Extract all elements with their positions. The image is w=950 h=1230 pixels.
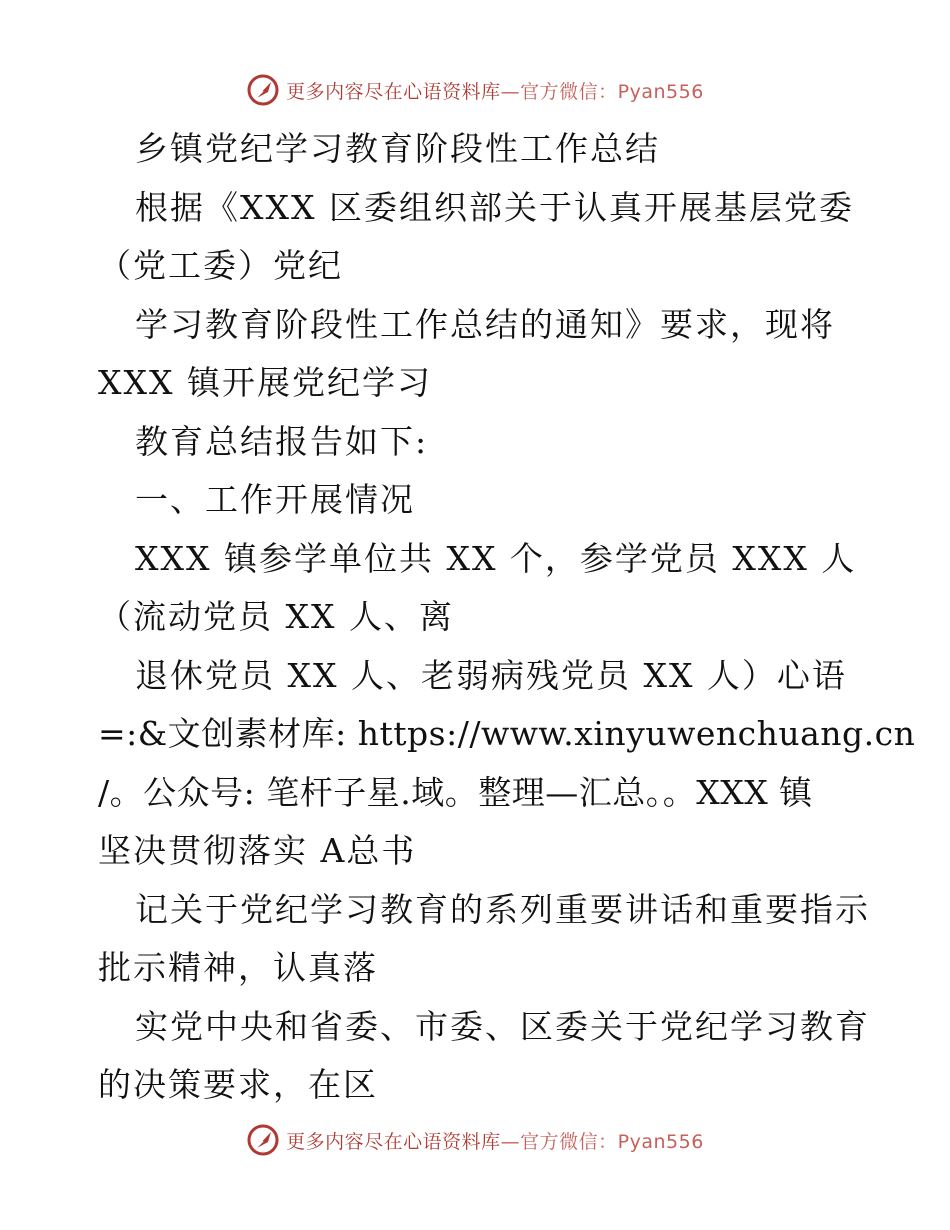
paragraph-line: =:&文创素材库: https://www.xinyuwenchuang.cn: [98, 714, 916, 753]
watermark-separator: —: [500, 80, 521, 103]
watermark-sub: 官方微信：Pyan556: [520, 1130, 704, 1153]
paragraph-line: XXX 镇开展党纪学习: [98, 363, 432, 402]
paragraph-line: （流动党员 XX 人、离: [98, 597, 454, 636]
paragraph-line: 记关于党纪学习教育的系列重要讲话和重要指示: [135, 889, 870, 929]
paragraph-line: 坚决贯彻落实 A总书: [98, 831, 417, 870]
paragraph-line: 批示精神，认真落: [98, 948, 378, 987]
paragraph-line: （党工委）党纪: [98, 246, 343, 285]
paragraph-line: 实党中央和省委、市委、区委关于党纪学习教育: [135, 1006, 870, 1046]
watermark-main: 更多内容尽在心语资料库: [286, 1130, 501, 1153]
paragraph-line: /。公众号: 笔杆子星.域。整理—汇总。。XXX 镇: [98, 772, 813, 812]
document-body: [98, 120, 916, 1115]
paragraph-line: 根据《XXX 区委组织部关于认真开展基层党委: [135, 187, 854, 227]
paragraph-line: 教育总结报告如下:: [135, 421, 429, 461]
feather-pen-icon: [246, 73, 280, 107]
header-watermark: [0, 70, 950, 110]
paragraph-line: 学习教育阶段性工作总结的通知》要求，现将: [135, 304, 835, 344]
paragraph-line: 退休党员 XX 人、老弱病残党员 XX 人）心语: [135, 655, 847, 695]
watermark-main: 更多内容尽在心语资料库: [286, 80, 501, 103]
paragraph-line: 的决策要求，在区: [98, 1065, 378, 1104]
paragraph-line: XXX 镇参学单位共 XX 个，参学党员 XXX 人: [135, 538, 857, 578]
feather-pen-icon: [246, 1123, 280, 1157]
document-title: 乡镇党纪学习教育阶段性工作总结: [135, 129, 660, 168]
watermark-text: [286, 77, 704, 104]
watermark-text: [286, 1127, 704, 1154]
watermark-sub: 官方微信：Pyan556: [520, 80, 704, 103]
section-heading: 一、工作开展情况: [135, 480, 415, 519]
footer-watermark: [0, 1120, 950, 1160]
watermark-separator: —: [500, 1130, 521, 1153]
